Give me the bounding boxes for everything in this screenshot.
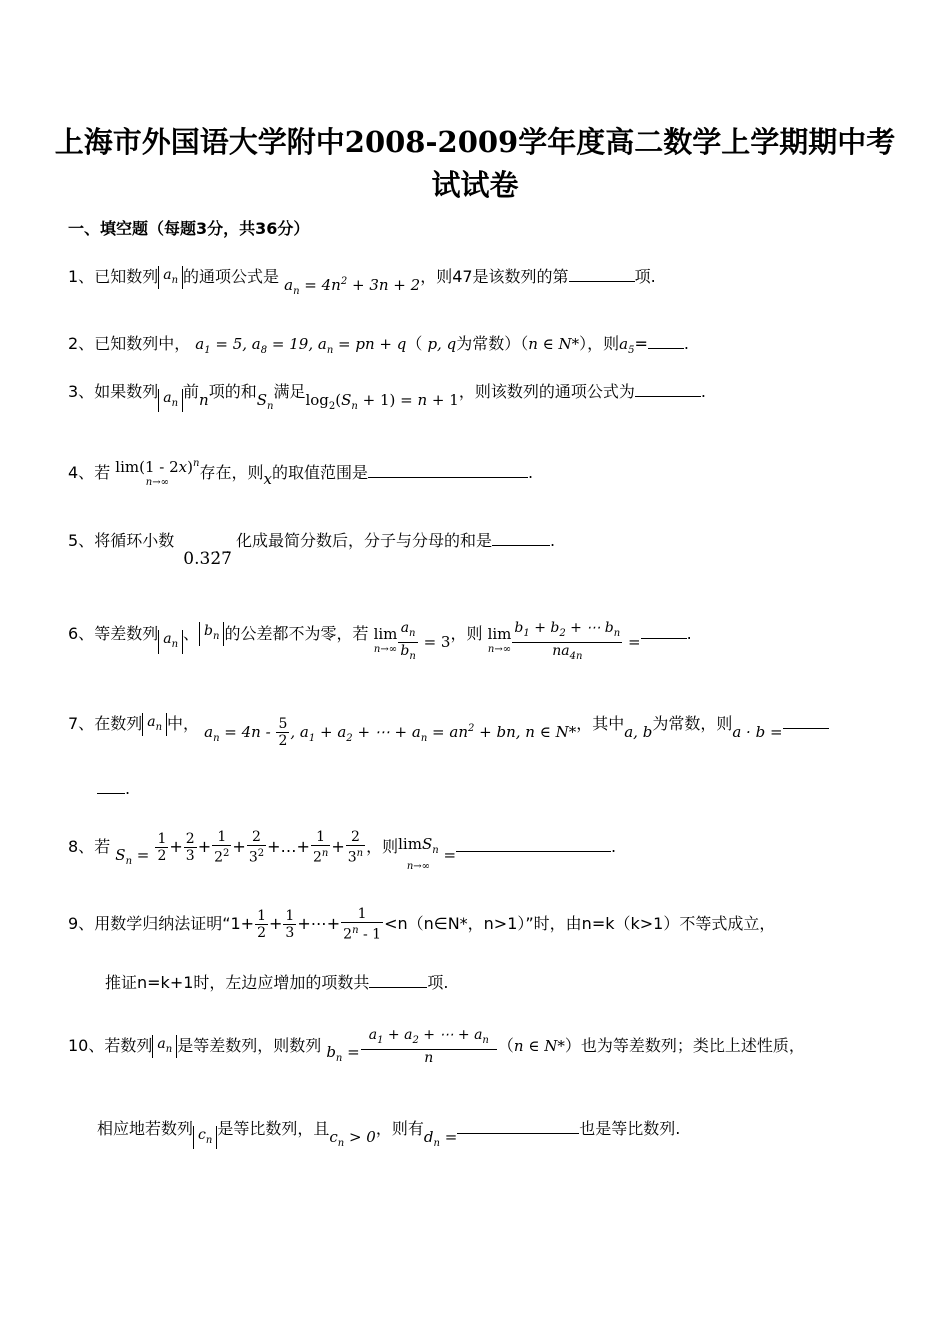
answer-blank[interactable] [641, 620, 687, 639]
answer-blank[interactable] [492, 527, 550, 546]
question-3: 3、如果数列 $a_n$前n项的和$S_n$满足$\log_2(S_n + 1) = n + 1$，则该数列的通项公式为 . [68, 378, 706, 411]
answer-blank[interactable] [783, 710, 829, 729]
question-8: 8、若 $S_n$ = $\frac{1}{2}$ + $\frac{2}{3}$ + $\frac{1}{2^2}$ + $\frac{2}{3^2}$ +…+ $\frac{1}{2^n}$ + $\frac{2}{3^n}$ ，则limS$_n$ n→∞ = . [68, 829, 617, 872]
title-line-1: 上海市外国语大学附中2008-2009学年度高二数学上学期期中考 [54, 125, 896, 159]
section-heading: 一、填空题（每题3分，共36分） [68, 219, 310, 238]
question-9: 9、用数学归纳法证明“1+ $\frac{1}{2}$ + $\frac{1}{3}$ +⋯+ $\frac{1}{2^n - 1}$ <n（n∈N*，n>1）”时，由n=k（k>1）不等式成立， [68, 906, 776, 943]
question-7: 7、在数列 $a_n$ 中， $a_n = 4n$ - $\frac{5}{2}$ , $a_1 + a_2$ + ⋯ + $a_n = an^2$ + bn, n ∈ N*，其中a, b为常数，则a · b = [68, 708, 829, 743]
answer-blank[interactable] [368, 459, 528, 478]
question-1: 1、已知数列 $a_n$ 的通项公式是 $a_n = 4n^2 + 3n + 2$，则47是该数列的第 项. [68, 262, 656, 296]
answer-blank[interactable] [369, 969, 427, 988]
answer-blank[interactable] [569, 263, 635, 282]
question-6: 6、等差数列 $a_n$、 $b_n$ 的公差都不为零，若 lim n→∞ $\frac{a_n}{b_n}$ = 3，则 lim n→∞ $\frac{b_1 + b_2 + \cdots b_n}{na_{4n}}$ = . [68, 620, 692, 662]
title-line-2: 试试卷 [431, 168, 519, 202]
question-9-continued: 推证n=k+1时，左边应增加的项数共 项. [105, 969, 449, 995]
question-4: 4、若 lim(1 - 2x)$^n$ n→∞ 存在，则x的取值范围是 . [68, 458, 534, 488]
answer-blank[interactable] [456, 833, 611, 852]
question-10: 10、若数列 $a_n$ 是等差数列，则数列 $b_n$ = $\frac{a_1 + a_2 + \cdots + a_n}{n}$ （n ∈ N*）也为等差数列；类比上述性质， [68, 1027, 805, 1066]
question-10-continued: 相应地若数列 $c_n$是等比数列，且$c_n > 0$，则有$d_n$ = 也是等比数列. [97, 1115, 680, 1148]
question-7-continued: . [97, 775, 130, 801]
answer-blank[interactable] [648, 330, 684, 349]
question-2: 2、已知数列中， $a_1 = 5$, $a_8 = 19$, $a_n$ = pn + q（ p, q为常数）（n ∈ N*），则$a_5=$ . [68, 330, 689, 363]
question-5: 5、将循环小数 0.32̇7̇化成最简分数后，分子与分母的和是 . [68, 527, 555, 553]
answer-blank[interactable] [635, 378, 701, 397]
answer-blank[interactable] [97, 775, 125, 794]
answer-blank[interactable] [457, 1115, 579, 1134]
